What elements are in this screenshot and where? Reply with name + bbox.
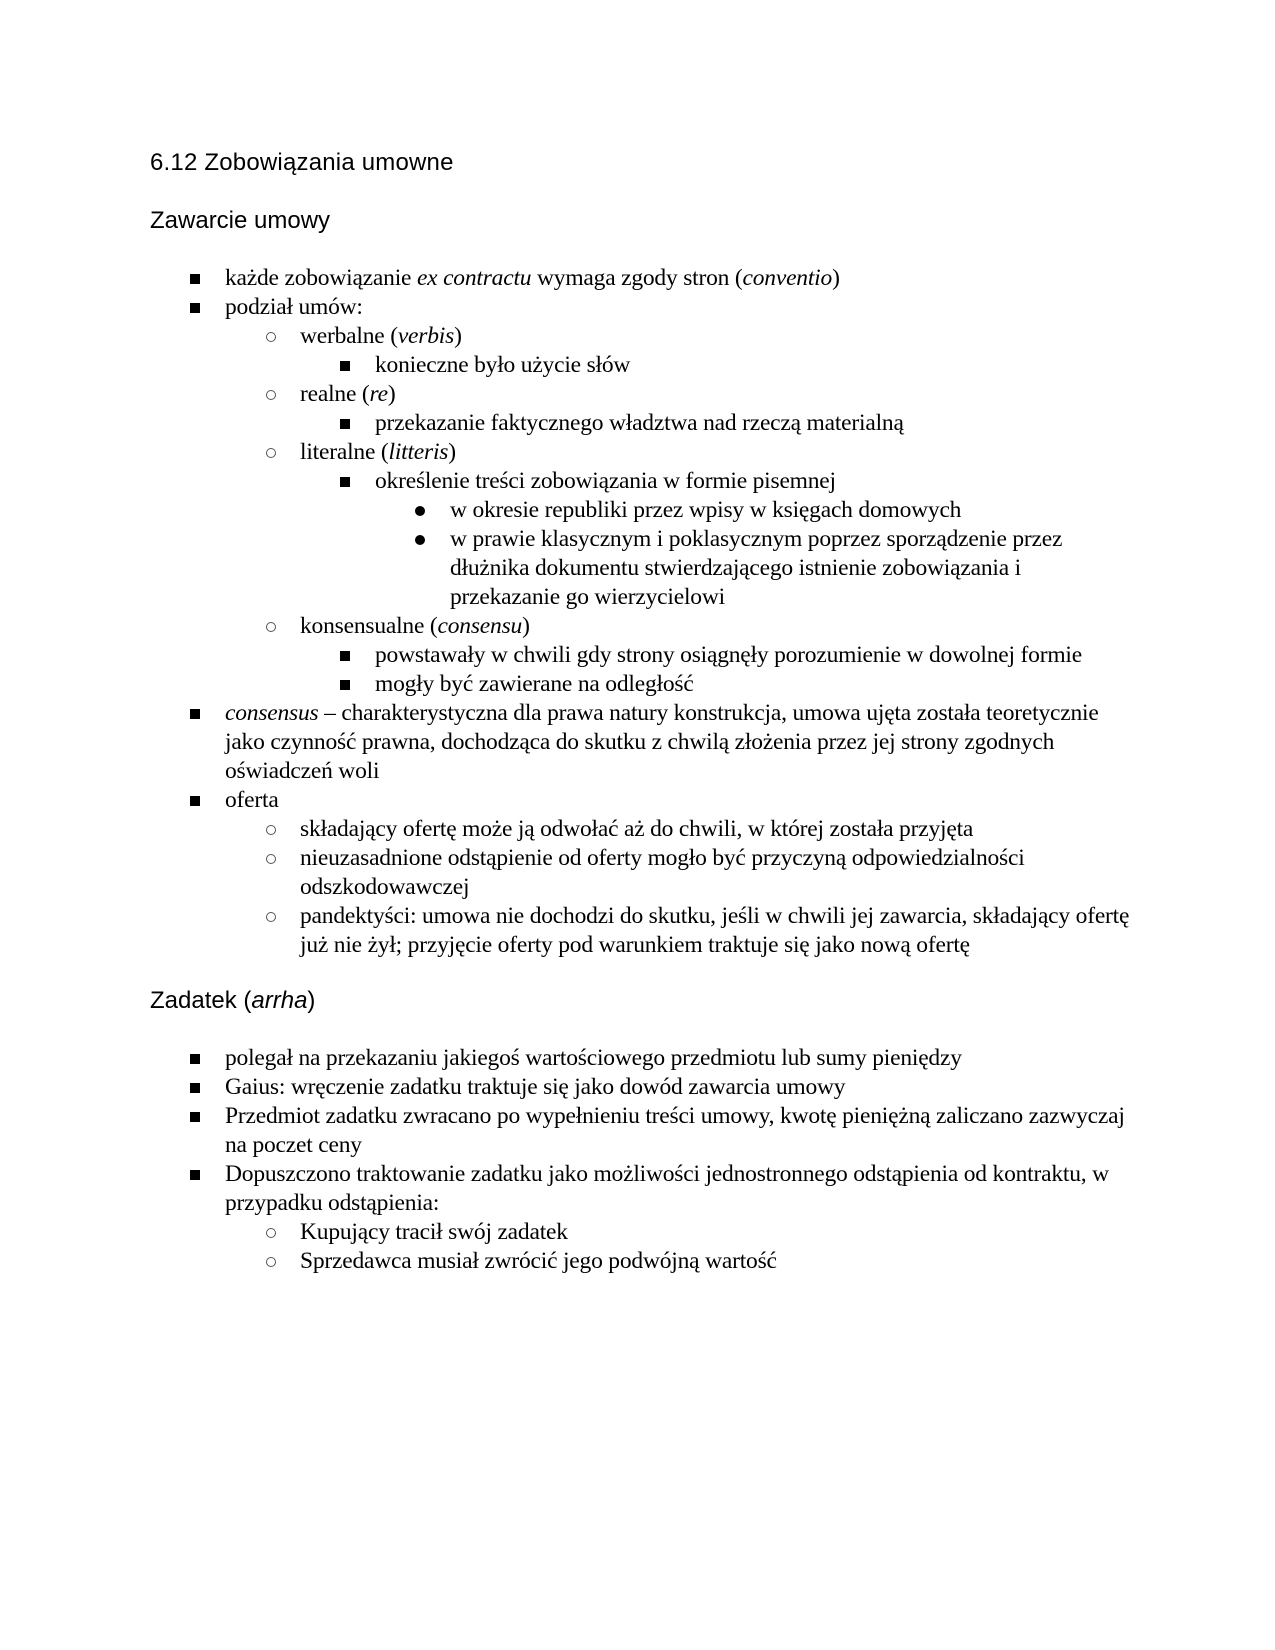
list-item: pandektyści: umowa nie dochodzi do skutku, jeśli w chwili jej zawarcia, składający ofertę już nie żył; przyjęcie oferty pod warunkiem traktuje się jako nową ofertę <box>225 902 1130 960</box>
list-item: Kupujący tracił swój zadatek <box>225 1218 1130 1247</box>
square-bullet-icon <box>190 274 200 284</box>
square-bullet-icon <box>190 709 200 719</box>
section-heading-zawarcie-umowy: Zawarcie umowy <box>150 207 331 234</box>
circle-bullet-icon <box>266 854 276 864</box>
list-item: w okresie republiki przez wpisy w księgach domowych <box>375 496 1130 525</box>
list-zawarcie-umowy <box>150 264 1130 960</box>
list-item: każde zobowiązanie ex contractu wymaga zgody stron (conventio) <box>150 264 1130 293</box>
circle-bullet-icon <box>266 390 276 400</box>
list-item: consensus – charakterystyczna dla prawa natury konstrukcja, umowa ujęta została teoretycznie jako czynność prawna, dochodząca do skutku z chwilą złożenia przez jej strony zgodnych oświadczeń woli <box>150 699 1130 786</box>
square-bullet-icon <box>190 1112 200 1122</box>
square-bullet-icon <box>340 680 350 690</box>
list-item: podział umów: werbalne (verbis) konieczne było użycie słów realne (re) przekazanie faktycznego władztwa nad rzeczą materialną literalne (litteris) określenie treści zobowiązania w formie pisemnej w okresie republiki przez wpisy w księgach domowych w prawie klasycznym i poklasycznym poprzez sporządzenie przez dłużnika dokumentu stwierdzającego istnienie zobowiązania i przekazanie go wierzycielowi konsensualne (consensu) powstawały w chwili gdy strony osiągnęły porozumienie w dowolnej formie mogły być zawierane na odległość <box>150 293 1130 699</box>
circle-bullet-icon <box>266 448 276 458</box>
list-item: powstawały w chwili gdy strony osiągnęły porozumienie w dowolnej formie <box>300 641 1130 670</box>
circle-bullet-icon <box>266 332 276 342</box>
square-bullet-icon <box>190 1083 200 1093</box>
square-bullet-icon <box>340 477 350 487</box>
list-item: nieuzasadnione odstąpienie od oferty mogło być przyczyną odpowiedzialności odszkodowawczej <box>225 844 1130 902</box>
circle-bullet-icon <box>266 825 276 835</box>
circle-bullet-icon <box>266 912 276 922</box>
list-item: Gaius: wręczenie zadatku traktuje się jako dowód zawarcia umowy <box>150 1073 1130 1102</box>
circle-bullet-icon <box>266 1228 276 1238</box>
list-item: realne (re) przekazanie faktycznego władztwa nad rzeczą materialną <box>225 380 1130 438</box>
list-item: składający ofertę może ją odwołać aż do chwili, w której została przyjęta <box>225 815 1130 844</box>
list-item: konsensualne (consensu) powstawały w chwili gdy strony osiągnęły porozumienie w dowolnej formie mogły być zawierane na odległość <box>225 612 1130 699</box>
square-bullet-icon <box>190 796 200 806</box>
list-item: w prawie klasycznym i poklasycznym poprzez sporządzenie przez dłużnika dokumentu stwierdzającego istnienie zobowiązania i przekazanie go wierzycielowi <box>375 525 1130 612</box>
list-item: werbalne (verbis) konieczne było użycie słów <box>225 322 1130 380</box>
list-item: Sprzedawca musiał zwrócić jego podwójną wartość <box>225 1247 1130 1276</box>
square-bullet-icon <box>340 651 350 661</box>
list-item: określenie treści zobowiązania w formie pisemnej w okresie republiki przez wpisy w księgach domowych w prawie klasycznym i poklasycznym poprzez sporządzenie przez dłużnika dokumentu stwierdzającego istnienie zobowiązania i przekazanie go wierzycielowi <box>300 467 1130 612</box>
list-zadatek <box>150 1044 1130 1276</box>
square-bullet-icon <box>340 361 350 371</box>
square-bullet-icon <box>190 303 200 313</box>
list-item: Dopuszczono traktowanie zadatku jako możliwości jednostronnego odstąpienia od kontraktu, w przypadku odstąpienia: Kupujący tracił swój zadatek Sprzedawca musiał zwrócić jego podwójną wartość <box>150 1160 1130 1276</box>
square-bullet-icon <box>190 1054 200 1064</box>
list-item: oferta składający ofertę może ją odwołać aż do chwili, w której została przyjęta nieuzasadnione odstąpienie od oferty mogło być przyczyną odpowiedzialności odszkodowawczej pandektyści: umowa nie dochodzi do skutku, jeśli w chwili jej zawarcia, składający ofertę już nie żył; przyjęcie oferty pod warunkiem traktuje się jako nową ofertę <box>150 786 1130 960</box>
section-heading-zadatek: Zadatek (arrha) <box>150 987 316 1014</box>
list-item: polegał na przekazaniu jakiegoś wartościowego przedmiotu lub sumy pieniędzy <box>150 1044 1130 1073</box>
dot-bullet-icon <box>415 535 425 545</box>
dot-bullet-icon <box>415 506 425 516</box>
list-item: mogły być zawierane na odległość <box>300 670 1130 699</box>
page-title: 6.12 Zobowiązania umowne <box>150 149 454 176</box>
list-item: konieczne było użycie słów <box>300 351 1130 380</box>
square-bullet-icon <box>190 1170 200 1180</box>
circle-bullet-icon <box>266 622 276 632</box>
square-bullet-icon <box>340 419 350 429</box>
list-item: Przedmiot zadatku zwracano po wypełnieniu treści umowy, kwotę pieniężną zaliczano zazwyczaj na poczet ceny <box>150 1102 1130 1160</box>
circle-bullet-icon <box>266 1257 276 1267</box>
list-item: literalne (litteris) określenie treści zobowiązania w formie pisemnej w okresie republiki przez wpisy w księgach domowych w prawie klasycznym i poklasycznym poprzez sporządzenie przez dłużnika dokumentu stwierdzającego istnienie zobowiązania i przekazanie go wierzycielowi <box>225 438 1130 612</box>
list-item: przekazanie faktycznego władztwa nad rzeczą materialną <box>300 409 1130 438</box>
document-page <box>150 148 1130 1276</box>
